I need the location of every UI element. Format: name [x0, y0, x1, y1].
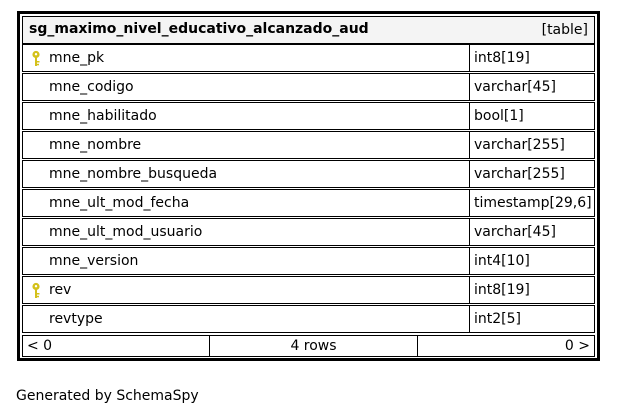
children-count-cell	[417, 335, 595, 357]
column-type: timestamp[29,6]	[474, 195, 592, 211]
column-row	[22, 44, 595, 72]
column-type: int4[10]	[474, 253, 530, 269]
column-name-cell	[22, 189, 470, 217]
column-type: int2[5]	[474, 311, 521, 327]
column-name: revtype	[49, 311, 103, 327]
column-type-cell	[469, 102, 595, 130]
column-type-cell	[469, 218, 595, 246]
column-type-cell	[469, 189, 595, 217]
column-name-cell	[22, 44, 470, 72]
column-type-cell	[469, 131, 595, 159]
column-type: varchar[45]	[474, 224, 556, 240]
column-type-cell	[469, 305, 595, 333]
table-name: sg_maximo_nivel_educativo_alcanzado_aud	[29, 21, 369, 37]
column-name-cell	[22, 305, 470, 333]
table-node	[17, 11, 600, 361]
column-name-cell	[22, 218, 470, 246]
column-row	[22, 73, 595, 101]
column-name-cell	[22, 276, 470, 304]
column-row	[22, 305, 595, 333]
parents-count-cell	[22, 335, 210, 357]
column-type: varchar[255]	[474, 166, 565, 182]
column-name-cell	[22, 247, 470, 275]
column-type: int8[19]	[474, 282, 530, 298]
column-type: bool[1]	[474, 108, 524, 124]
generated-by-label: Generated by SchemaSpy	[16, 388, 199, 404]
column-type-cell	[469, 44, 595, 72]
column-name: mne_codigo	[49, 79, 134, 95]
column-type: varchar[45]	[474, 79, 556, 95]
column-type-cell	[469, 276, 595, 304]
column-type-cell	[469, 160, 595, 188]
column-type-cell	[469, 73, 595, 101]
column-name: mne_ult_mod_usuario	[49, 224, 203, 240]
row-count: 4 rows	[290, 338, 337, 354]
parents-count: < 0	[27, 338, 53, 354]
row-count-cell	[209, 335, 418, 357]
table-header	[22, 16, 595, 44]
column-name-cell	[22, 102, 470, 130]
column-name: mne_pk	[49, 50, 105, 66]
column-name: mne_nombre_busqueda	[49, 166, 218, 182]
column-type-cell	[469, 247, 595, 275]
column-name-cell	[22, 73, 470, 101]
column-row	[22, 131, 595, 159]
column-name-cell	[22, 160, 470, 188]
key-icon	[30, 50, 42, 68]
column-name: rev	[49, 282, 72, 298]
key-icon	[30, 282, 42, 300]
children-count: 0 >	[564, 338, 590, 354]
column-row	[22, 160, 595, 188]
column-name: mne_nombre	[49, 137, 142, 153]
column-row	[22, 102, 595, 130]
table-kind-label: [table]	[541, 22, 588, 38]
column-type: varchar[255]	[474, 137, 565, 153]
column-name: mne_version	[49, 253, 139, 269]
column-row	[22, 218, 595, 246]
column-name-cell	[22, 131, 470, 159]
column-name: mne_habilitado	[49, 108, 157, 124]
column-row	[22, 189, 595, 217]
table-footer	[22, 335, 595, 357]
column-type: int8[19]	[474, 50, 530, 66]
column-row	[22, 247, 595, 275]
column-row	[22, 276, 595, 304]
column-name: mne_ult_mod_fecha	[49, 195, 190, 211]
